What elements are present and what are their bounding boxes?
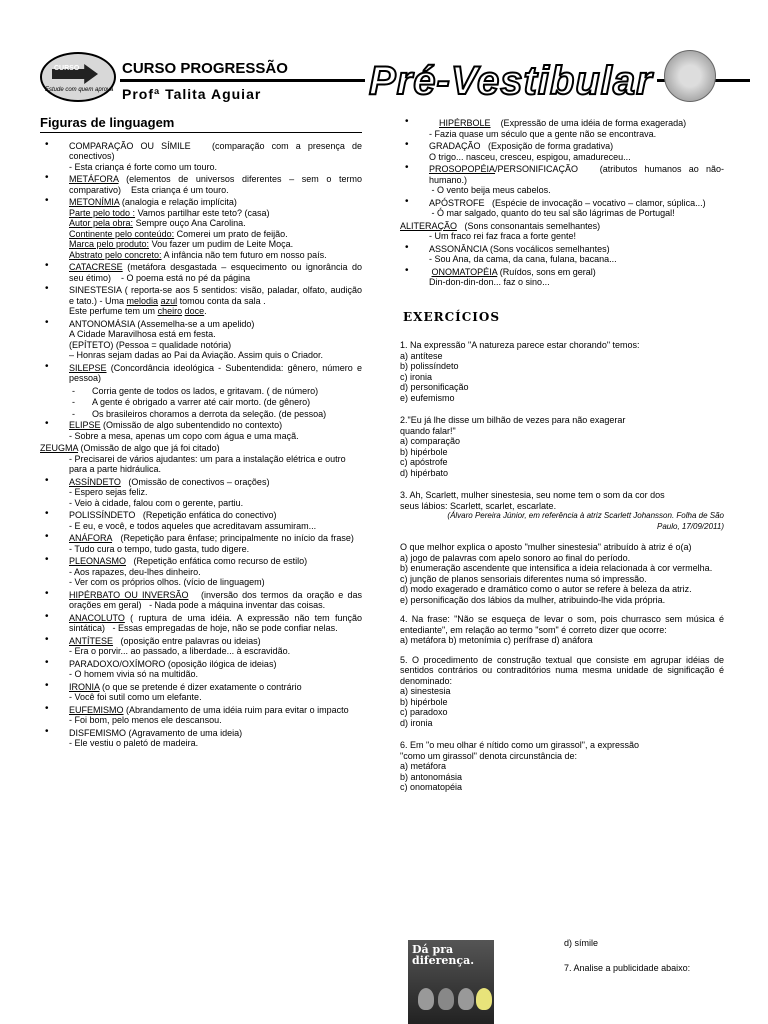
list-item: - A gente é obrigado a varrer até cair morto. (de gênero) [40,397,362,408]
right-column [400,118,724,793]
question-6-option-d: d) símile [564,938,599,948]
exercises-title: EXERCÍCIOS [403,309,501,324]
question-4: 4. Na frase: "Não se esqueça de levar o som, pois churrasco sem música é entediante", em relação ao termo "som" é correto dizer que ocorre: a) metáfora b) metonímia c) perífrase d) anáfora [400,614,724,645]
lightbulb-icon [476,988,492,1010]
list-item: ALITERAÇÃO (Sons consonantais semelhantes) - Um fraco rei faz fraca a forte gente! [400,220,601,241]
list-item: • DISFEMISMO (Agravamento de uma ideia) - Ele vestiu o paletó de madeira. [40,728,362,749]
list-item: • METONÍMIA (analogia e relação implícita) Parte pelo todo : Vamos partilhar este teto? (casa) Autor pela obra: Sempre ouço Ana Carolina. Continente pelo conteúdo: Comerei um prato de feijão. Marca pelo produto: Vou fazer um pudim de Leite Moça. Abstrato pelo concreto: A infância não tem futuro em nosso país. [40,197,362,260]
question-1: 1. Na expressão "A natureza parece estar chorando" temos: a) antítese b) polissíndeto c) ironia d) personificação e) eufemismo [400,340,640,403]
question-7: 7. Analise a publicidade abaixo: [564,963,691,973]
list-item: • POLISSÍNDETO (Repetição enfática do conectivo) - E eu, e você, e todos aqueles que acreditavam assumiram... [40,510,362,531]
page-header [0,0,768,112]
section-title: Figuras de linguagem [40,118,362,133]
left-column [40,115,362,751]
lightbulb-icon [458,988,474,1010]
list-item: - Os brasileiros choramos a derrota da seleção. (de pessoa) [40,409,362,420]
course-name: CURSO PROGRESSÃO [122,60,288,77]
list-item: • ANACOLUTO ( ruptura de uma idéia. A expressão não tem função sintática) - Essas empregadas de hoje, não se pode confiar nelas. [40,613,362,634]
teacher-name: Profª Talita Aguiar [122,86,262,102]
list-item: - Corria gente de todos os lados, e gritavam. ( de número) [40,386,362,397]
list-item: • ASSÍNDETO (Omissão de conectivos – orações) - Espero sejas feliz. - Veio à cidade, falou com o gerente, partiu. [40,477,362,509]
advertisement-image [408,940,494,1024]
question-6: 6. Em "o meu olhar é nítido como um girassol", a expressão "como um girassol" denota circunstância de: a) metáfora b) antonomásia c) onomatopéia [400,740,640,792]
list-item: • METÁFORA (elementos de universos diferentes – sem o termo comparativo) Esta criança é um touro. [40,174,362,195]
question-5: 5. O procedimento de construção textual que consiste em agrupar idéias de sentidos contrários ou contraditórios numa mesma unidade de significação é denominado: a) sinestesia b) hipérbole c) paradoxo d) ironia [400,654,724,728]
banner-title: Pré-Vestibular [365,58,657,104]
list-item: • HIPÉRBATO OU INVERSÃO (inversão dos termos da oração e das orações em geral) - Nada pode a máquina inventar das coisas. [40,590,362,611]
logo-text: CURSO [54,65,80,72]
list-item: • ELIPSE (Omissão de algo subentendido no contexto) - Sobre a mesa, apenas um copo com água e uma maçã. [40,420,362,441]
list-item: • GRADAÇÃO (Exposição de forma gradativa) O trigo... nasceu, cresceu, espigou, amadureceu... [400,141,724,162]
list-item: • ONOMATOPÉIA (Ruídos, sons em geral) Din-don-din-don... faz o sino... [400,267,724,288]
list-item: • PLEONASMO (Repetição enfática como recurso de estilo) - Aos rapazes, deu-lhes dinheiro. - Ver com os próprios olhos. (vício de linguagem) [40,556,362,588]
lightbulb-icon [438,988,454,1010]
logo-slogan: Estude com quem aprova [45,87,114,93]
list-item: • COMPARAÇÃO OU SÍMILE (comparação com a presença de conectivos) - Esta criança é forte como um touro. [40,141,362,173]
list-item: • PARADOXO/OXÍMORO (oposição ilógica de ideias) - O homem vivia só na multidão. [40,659,362,680]
list-item: ZEUGMA (Omissão de algo que já foi citado) - Precisarei de vários ajudantes: um para a instalação elétrica e outro para a parte hidráulica. [40,443,346,474]
list-item: • ANÁFORA (Repetição para ênfase; principalmente no início da frase) - Tudo cura o tempo, tudo gasta, tudo digere. [40,533,362,554]
list-item: • SINESTESIA ( reporta-se aos 5 sentidos: visão, paladar, olfato, audição e tato.) - Uma melodia azul tomou conta da sala . Este perfume tem um cheiro doce. [40,285,362,317]
curso-progressao-logo [40,52,116,102]
list-item: • ANTÍTESE (oposição entre palavras ou ideias) - Era o porvir... ao passado, a liberdade... à escravidão. [40,636,362,657]
seal-icon [664,50,716,102]
list-item: • HIPÉRBOLE (Expressão de uma idéia de forma exagerada) - Fazia quase um século que a gente não se encontrava. [400,118,724,139]
lightbulb-icon [418,988,434,1010]
list-item: • SILEPSE (Concordância ideológica - Subentendida: gênero, número e pessoa) [40,363,362,384]
list-item: • PROSOPOPÉIA/PERSONIFICAÇÃO (atributos humanos ao não-humano.) - O vento beija meus cabelos. [400,164,724,196]
list-item: • EUFEMISMO (Abrandamento de uma idéia ruim para evitar o impacto - Foi bom, pelo menos ele descansou. [40,705,362,726]
question-2: 2."Eu já lhe disse um bilhão de vezes para não exagerar quando falar!" a) comparação b) hipérbole c) apóstrofe d) hipérbato [400,415,626,478]
list-item: • CATACRESE (metáfora desgastada – esquecimento ou ignorância do seu étimo) - O poema está no pé da página [40,262,362,283]
list-item: • ANTONOMÁSIA (Assemelha-se a um apelido) A Cidade Maravilhosa está em festa. (EPÍTETO) (Pessoa = qualidade notória) – Honras sejam dadas ao Pai da Aviação. Assim quis o Criador. [40,319,362,361]
question-3: 3. Ah, Scarlett, mulher sinestesia, seu nome tem o som da cor dos seus lábios: Scarlett, scarlet, escarlate. (Álvaro Pereira Júnior, em referência à atriz Scarlett Johansson. Folha de São Paulo, 17/09/2011) O que melhor explica o aposto "mulher sinestesia" atribuído à atriz é o(a) a) jogo de palavras com apelo sonoro ao final do período. b) enumeração ascendente que intensifica a ideia relacionada à cor vermelha. c) junção de planos sensoriais diferentes numa só impressão. d) modo exagerado e dramático como o autor se refere à beleza da atriz. e) personificação dos lábios da mulher, atribuindo-lhe vida própria. [400,490,724,605]
ad-headline: Dá pra diferença. [412,943,475,967]
list-item: • IRONIA (o que se pretende é dizer exatamente o contrário - Você foi sutil como um elefante. [40,682,362,703]
list-item: • APÓSTROFE (Espécie de invocação – vocativo – clamor, súplica...) - Ó mar salgado, quanto do teu sal são lágrimas de Portugal! [400,198,724,219]
list-item: • ASSONÂNCIA (Sons vocálicos semelhantes) - Sou Ana, da cama, da cana, fulana, bacana... [400,244,724,265]
